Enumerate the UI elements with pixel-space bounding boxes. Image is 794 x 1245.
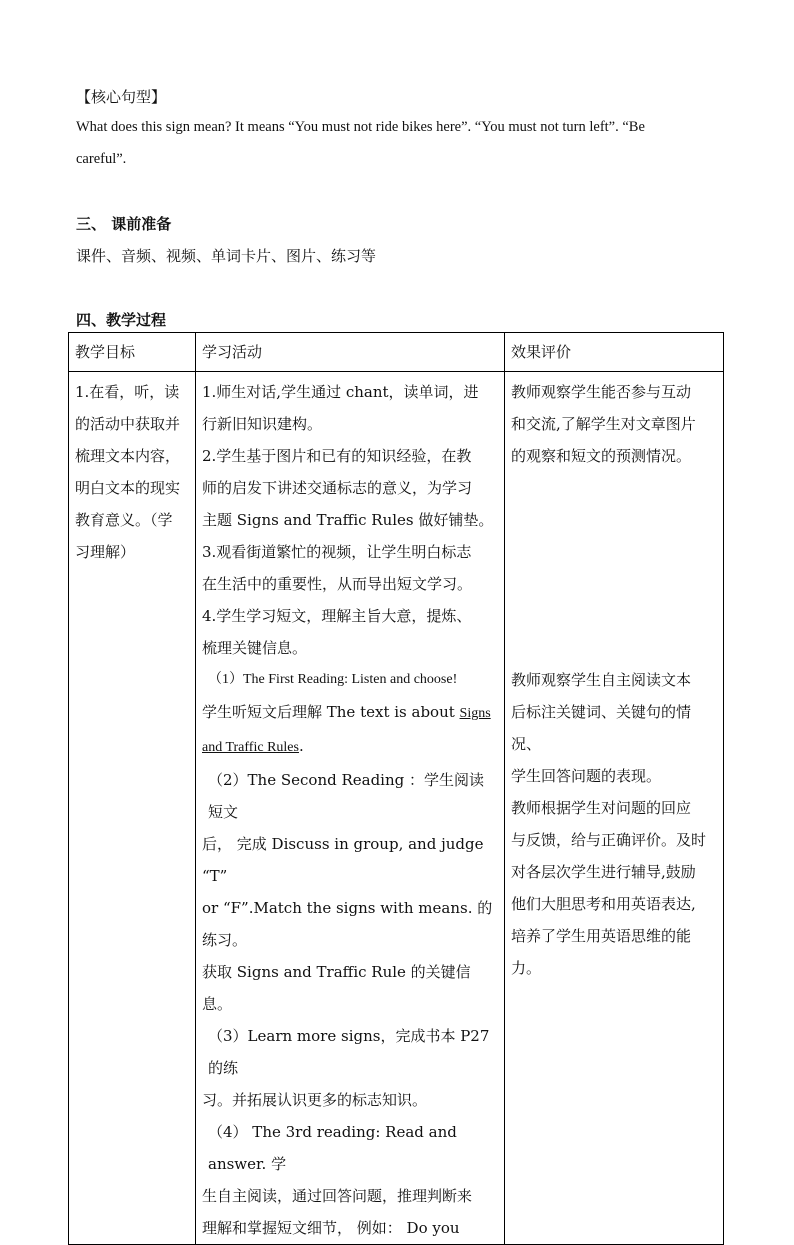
activity-line: （4） The 3rd reading: Read and answer. 学 xyxy=(208,1123,457,1173)
activity-line: 理解和掌握短文细节， 例如： Do you xyxy=(202,1219,460,1237)
header-evaluation: 效果评价 xyxy=(505,333,724,372)
answer-underlined: and Traffic Rules xyxy=(202,740,299,755)
activity-line: 获取 Signs and Traffic Rule 的关键信息。 xyxy=(202,963,471,1013)
goal-line: 习理解） xyxy=(75,543,136,561)
eval-line: 后标注关键词、关键句的情况、 xyxy=(511,703,692,753)
goal-line: 的活动中获取并 xyxy=(75,415,181,433)
eval-line: 的观察和短文的预测情况。 xyxy=(511,447,692,465)
activity-line: 梳理关键信息。 xyxy=(202,639,308,657)
goal-line: 梳理文本内容， xyxy=(75,447,181,465)
answer-line: and Traffic Rules. xyxy=(202,737,304,755)
section-3-heading: 三、 课前准备 xyxy=(76,215,172,233)
core-sentence-line-1: What does this sign mean? It means “You must not ride bikes here”. “You must not turn left”. “Be xyxy=(76,119,645,135)
header-teaching-goal: 教学目标 xyxy=(69,333,196,372)
activity-cell xyxy=(196,372,505,1245)
activity-line: 师的启发下讲述交通标志的意义，为学习 xyxy=(202,479,473,497)
header-learning-activity: 学习活动 xyxy=(196,333,505,372)
activity-line: 主题 Signs and Traffic Rules 做好铺垫。 xyxy=(202,511,494,529)
activity-line: 1.师生对话,学生通过 chant，读单词，进 xyxy=(202,383,479,401)
activity-line: 3.观看街道繁忙的视频，让学生明白标志 xyxy=(202,543,472,561)
goal-line: 教育意义。（学 xyxy=(75,511,173,529)
goal-line: 1.在看，听，读 xyxy=(75,383,180,401)
teaching-process-table xyxy=(68,332,724,1245)
eval-line: 学生回答问题的表现。 xyxy=(511,767,662,785)
eval-line: 培养了学生用英语思维的能 xyxy=(511,927,692,945)
goal-cell xyxy=(69,372,196,1245)
core-sentence-heading: 【核心句型】 xyxy=(76,88,167,106)
eval-line: 与反馈，给与正确评价。及时 xyxy=(511,831,707,849)
eval-line: 教师观察学生自主阅读文本 xyxy=(511,671,692,689)
activity-line: 在生活中的重要性，从而导出短文学习。 xyxy=(202,575,473,593)
goal-line: 明白文本的现实 xyxy=(75,479,181,497)
activity-text: 学生听短文后理解 The text is about xyxy=(202,703,460,721)
eval-line: 教师观察学生能否参与互动 xyxy=(511,383,692,401)
table-row xyxy=(69,372,724,1245)
answer-underlined: Signs xyxy=(459,706,491,721)
activity-line: 后， 完成 Discuss in group, and judge “T” xyxy=(202,835,484,885)
activity-line: 行新旧知识建构。 xyxy=(202,415,323,433)
eval-line: 对各层次学生进行辅导,鼓励 xyxy=(511,863,696,881)
activity-line: （3）Learn more signs，完成书本 P27 的练 xyxy=(208,1027,490,1077)
section-4-heading: 四、教学过程 xyxy=(76,311,167,329)
table-header-row xyxy=(69,333,724,372)
eval-line: 和交流,了解学生对文章图片 xyxy=(511,415,696,433)
section-3-body: 课件、音频、视频、单词卡片、图片、练习等 xyxy=(76,247,377,265)
activity-line: 2.学生基于图片和已有的知识经验，在教 xyxy=(202,447,472,465)
activity-line-with-answer xyxy=(202,696,498,730)
activity-line: （2）The Second Reading ：学生阅读短文 xyxy=(208,771,485,821)
eval-line: 他们大胆思考和用英语表达, xyxy=(511,895,696,913)
activity-line: （1）The First Reading: Listen and choose! xyxy=(208,672,458,687)
evaluation-cell xyxy=(505,372,724,1245)
activity-line: 习。并拓展认识更多的标志知识。 xyxy=(202,1091,428,1109)
core-sentence-line-2: careful”. xyxy=(76,151,127,167)
activity-line: 4.学生学习短文，理解主旨大意，提炼、 xyxy=(202,607,472,625)
eval-line: 力。 xyxy=(511,959,542,977)
activity-line: or “F”.Match the signs with means. 的练习。 xyxy=(202,899,493,949)
activity-line: 生自主阅读，通过回答问题，推理判断来 xyxy=(202,1187,473,1205)
eval-line: 教师根据学生对问题的回应 xyxy=(511,799,692,817)
